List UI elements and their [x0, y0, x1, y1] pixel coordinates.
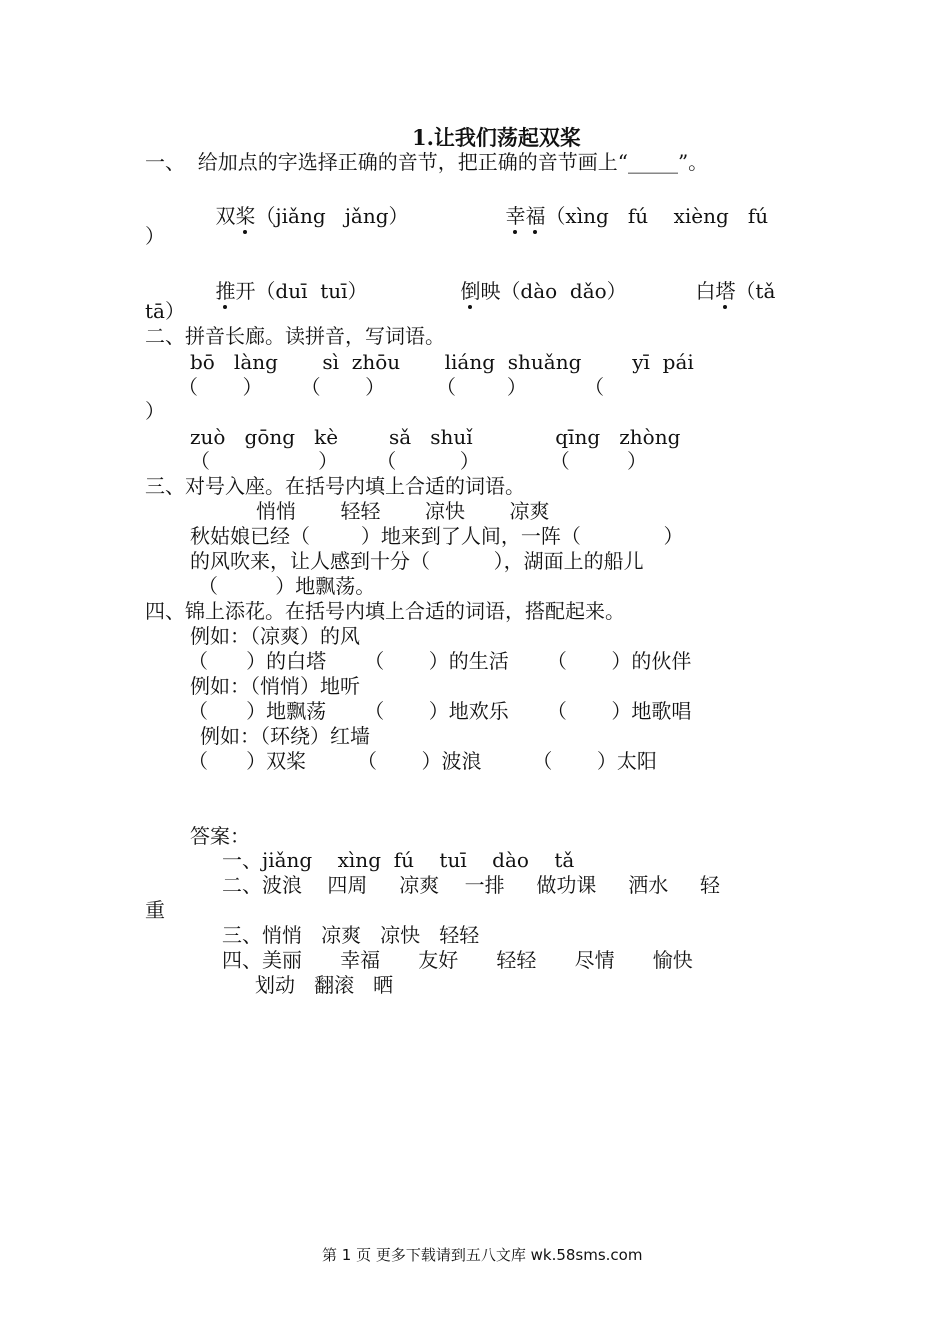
- section-1-item-3: [190, 261, 368, 321]
- dotted-char: 福: [525, 204, 546, 228]
- word-char: 映: [480, 279, 501, 303]
- dotted-char: 推: [215, 279, 236, 303]
- answer-brackets-row-2: （ ） （ ） （ ）: [190, 449, 647, 473]
- section-1-item-2: [480, 186, 768, 246]
- pinyin-options: （duī tuī）: [255, 279, 368, 303]
- page-title: 1.让我们荡起双桨: [412, 125, 581, 150]
- section-4-heading: 四、锦上添花。在括号内填上合适的词语，搭配起来。: [145, 599, 625, 623]
- answer-line-2: 二、波浪 四周 凉爽 一排 做功课 洒水 轻: [222, 873, 721, 897]
- fill-sentence-line-1: 秋姑娘已经（ ）地来到了人间，一阵（ ）: [190, 524, 684, 548]
- pinyin-options: （xìng fú xièng fú: [545, 204, 769, 228]
- fill-sentence-line-2: 的风吹来，让人感到十分（ ），湖面上的船儿: [190, 549, 644, 573]
- answers-label: 答案：: [190, 824, 250, 848]
- example-3: 例如：（环绕）红墙: [200, 724, 370, 748]
- pairing-row-2: （ ）地飘荡 （ ）地欢乐 （ ）地歌唱: [188, 699, 692, 723]
- dotted-char: 倒: [460, 279, 481, 303]
- pinyin-options: （jiǎng jǎng）: [255, 204, 409, 228]
- pairing-row-1: （ ）的白塔 （ ）的生活 （ ）的伙伴: [188, 649, 692, 673]
- word-char: 白: [695, 279, 716, 303]
- word-char: 双: [215, 204, 236, 228]
- word-char: 开: [235, 279, 256, 303]
- section-2-heading: 二、拼音长廊。读拼音，写词语。: [145, 324, 445, 348]
- section-1-heading: 一、 给加点的字选择正确的音节，把正确的音节画上“_____”。: [145, 150, 709, 174]
- pinyin-options: （dào dǎo）: [500, 279, 627, 303]
- answer-line-4: 四、美丽 幸福 友好 轻轻 尽情 愉快: [222, 948, 693, 972]
- dotted-char: 桨: [235, 204, 256, 228]
- section-1-item-1: [190, 186, 409, 246]
- section-1-item-5: [670, 261, 775, 321]
- pinyin-options: （tǎ: [735, 279, 776, 303]
- dotted-char: 塔: [715, 279, 736, 303]
- example-1: 例如：（凉爽）的风: [190, 624, 360, 648]
- pairing-row-3: （ ）双桨 （ ）波浪 （ ）太阳: [188, 749, 657, 773]
- section-1-item-4: [435, 261, 627, 321]
- page-footer: 第 1 页 更多下载请到五八文库 wk.58sms.com: [322, 1246, 643, 1264]
- answer-line-3: 三、悄悄 凉爽 凉快 轻轻: [222, 923, 480, 947]
- pinyin-row-1: bō làng sì zhōu liáng shuǎng yī pái: [190, 350, 694, 374]
- answer-brackets-row-1: （ ） （ ） （ ） （: [178, 375, 605, 399]
- example-2: 例如：（悄悄）地听: [190, 674, 360, 698]
- answer-line-5: 划动 翻滚 晒: [255, 973, 394, 997]
- answer-line-1: 一、jiǎng xìng fú tuī dào tǎ: [222, 848, 575, 872]
- answer-line-2-tail: 重: [145, 898, 165, 922]
- dotted-char: 幸: [505, 204, 526, 228]
- fill-sentence-line-3: （ ）地飘荡。: [198, 574, 376, 598]
- bracket-tail: ）: [145, 399, 165, 423]
- section-1-line-tail: tā）: [145, 299, 185, 323]
- word-options: 悄悄 轻轻 凉快 凉爽: [256, 499, 550, 523]
- section-3-heading: 三、对号入座。在括号内填上合适的词语。: [145, 474, 525, 498]
- section-1-line-tail: ）: [145, 224, 165, 248]
- pinyin-row-2: zuò gōng kè sǎ shuǐ qīng zhòng: [190, 425, 681, 449]
